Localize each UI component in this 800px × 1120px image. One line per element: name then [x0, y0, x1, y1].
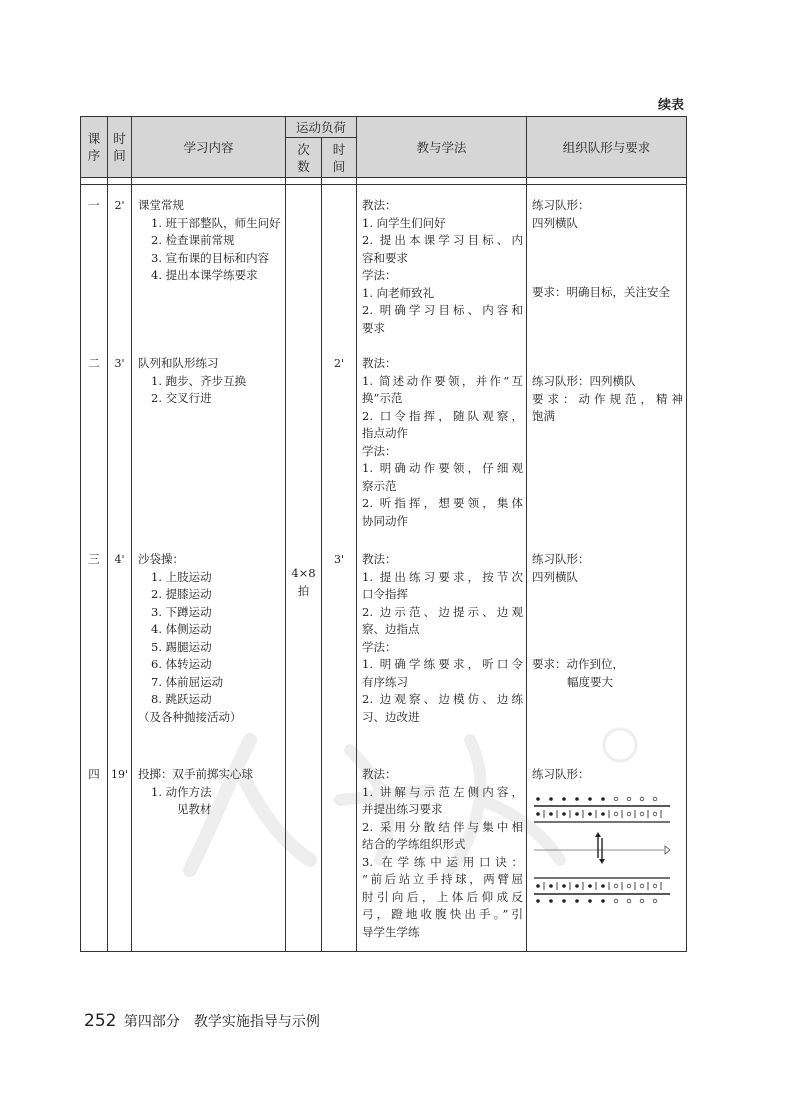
row4-content: 投掷：双手前掷实心球 1. 动作方法 见教材 — [138, 767, 253, 816]
student-marker — [601, 797, 605, 801]
row2-content: 队列和队形练习 1. 跑步、齐步互换 2. 交叉行进 — [138, 356, 247, 405]
row1-org: 练习队形： 四列横队 要求：明确目标，关注安全 — [532, 198, 671, 299]
header-reps: 次数 — [286, 138, 322, 178]
throw-direction-icon — [665, 846, 670, 854]
student-marker — [575, 899, 579, 903]
formation-row-bottom-inner — [536, 882, 661, 890]
lesson-plan-table — [80, 116, 687, 952]
student-marker — [627, 797, 631, 801]
student-marker — [627, 812, 631, 816]
row3-org: 练习队形： 四列横队 要求：动作到位， 幅度要大 — [532, 552, 625, 689]
student-marker — [562, 812, 566, 816]
row3-load-time: 3' — [333, 553, 345, 566]
row2-load-time: 2' — [333, 357, 345, 370]
student-marker — [614, 899, 618, 903]
row1-content: 课堂常规 1. 班干部整队，师生问好 2. 检查课前常规 3. 宣布课的目标和内容 4. 提出本课学练要求 — [138, 198, 281, 282]
header-content: 学习内容 — [132, 117, 286, 178]
student-marker — [640, 884, 644, 888]
page-number: 252 — [84, 1011, 117, 1031]
student-marker — [588, 797, 592, 801]
student-marker — [640, 812, 644, 816]
student-marker — [549, 899, 553, 903]
student-marker — [562, 884, 566, 888]
row2-org: 练习队形：四列横队 要求：动作规范，精神 饱满 — [532, 374, 684, 423]
row3-time: 4' — [114, 553, 125, 566]
student-marker — [614, 812, 618, 816]
header-organization: 组织队形与要求 — [527, 117, 687, 178]
header-load: 运动负荷 — [286, 117, 357, 138]
header-method: 教与学法 — [357, 117, 527, 178]
row1-method: 教法： 1. 向学生们问好 2. 提出本课学习目标、内 容和要求 学法： 1. 向老师致礼 2. 明确学习目标、内容和 要求 — [362, 198, 524, 335]
student-marker — [549, 812, 553, 816]
student-marker — [536, 812, 540, 816]
student-marker — [536, 899, 540, 903]
header-load-time: 时间 — [322, 138, 357, 178]
row2-time: 3' — [114, 357, 125, 370]
formation-row-bottom — [536, 899, 657, 903]
student-marker — [588, 899, 592, 903]
student-marker — [640, 899, 644, 903]
formation-row-top-inner — [536, 810, 661, 818]
table-body-row — [81, 185, 687, 952]
row4-time: 19' — [110, 768, 129, 781]
student-marker — [549, 797, 553, 801]
student-marker — [588, 884, 592, 888]
student-marker — [562, 797, 566, 801]
student-marker — [653, 797, 657, 801]
continued-label: 续表 — [658, 98, 685, 113]
row4-method: 教法： 1. 讲解与示范左侧内容， 并提出练习要求 2. 采用分散结伴与集中相 结合的学练组织形式 3. 在学练中运用口诀： “前后站立手持球，两臂屈 肘引向后，上体后仰成反 弓，蹬地收腹快出手。”引 导学生学练 — [362, 767, 524, 939]
student-marker — [575, 812, 579, 816]
student-marker — [627, 884, 631, 888]
student-marker — [653, 812, 657, 816]
student-marker — [536, 884, 540, 888]
student-marker — [640, 797, 644, 801]
row2-num: 二 — [88, 356, 100, 370]
student-marker — [653, 884, 657, 888]
student-marker — [562, 899, 566, 903]
page-footer — [84, 1011, 320, 1031]
row4-org: 练习队形： — [527, 766, 686, 910]
row2-method: 教法： 1. 简述动作要领，并作“互 换”示范 2. 口令指挥，随队观察， 指点动作 学法： 1. 明确动作要领，仔细观 察示范 2. 听指挥，想要领，集体 协同动作 — [362, 356, 524, 528]
formation-diagram — [532, 790, 672, 910]
row3-num: 三 — [88, 552, 100, 566]
row3-method: 教法： 1. 提出练习要求，按节次 口令指挥 2. 边示范、边提示、边观 察、边指点 学法： 1. 明确学练要求，听口令 有序练习 2. 边观察、边模仿、边练 习、边改进 — [362, 552, 524, 724]
student-marker — [601, 884, 605, 888]
student-marker — [549, 884, 553, 888]
student-marker — [601, 899, 605, 903]
student-marker — [653, 899, 657, 903]
student-marker — [614, 884, 618, 888]
formation-row-top — [536, 797, 657, 801]
header-lesson-order: 课序 — [81, 117, 108, 178]
student-marker — [614, 797, 618, 801]
row4-num: 四 — [88, 767, 100, 781]
student-marker — [536, 797, 540, 801]
student-marker — [627, 899, 631, 903]
section-title: 第四部分 教学实施指导与示例 — [123, 1014, 320, 1030]
row1-num: 一 — [88, 198, 100, 212]
header-time: 时间 — [108, 117, 132, 178]
row3-content: 沙袋操： 1. 上肢运动 2. 提膝运动 3. 下蹲运动 4. 体侧运动 5. 踢腿运动 6. 体转运动 7. 体前屈运动 8. 跳跃运动 （及各种抛接活动） — [138, 552, 242, 724]
student-marker — [588, 812, 592, 816]
student-marker — [575, 884, 579, 888]
student-marker — [601, 812, 605, 816]
row1-time: 2' — [114, 199, 125, 212]
student-marker — [575, 797, 579, 801]
reps-value: 4×8 拍 — [291, 566, 316, 598]
